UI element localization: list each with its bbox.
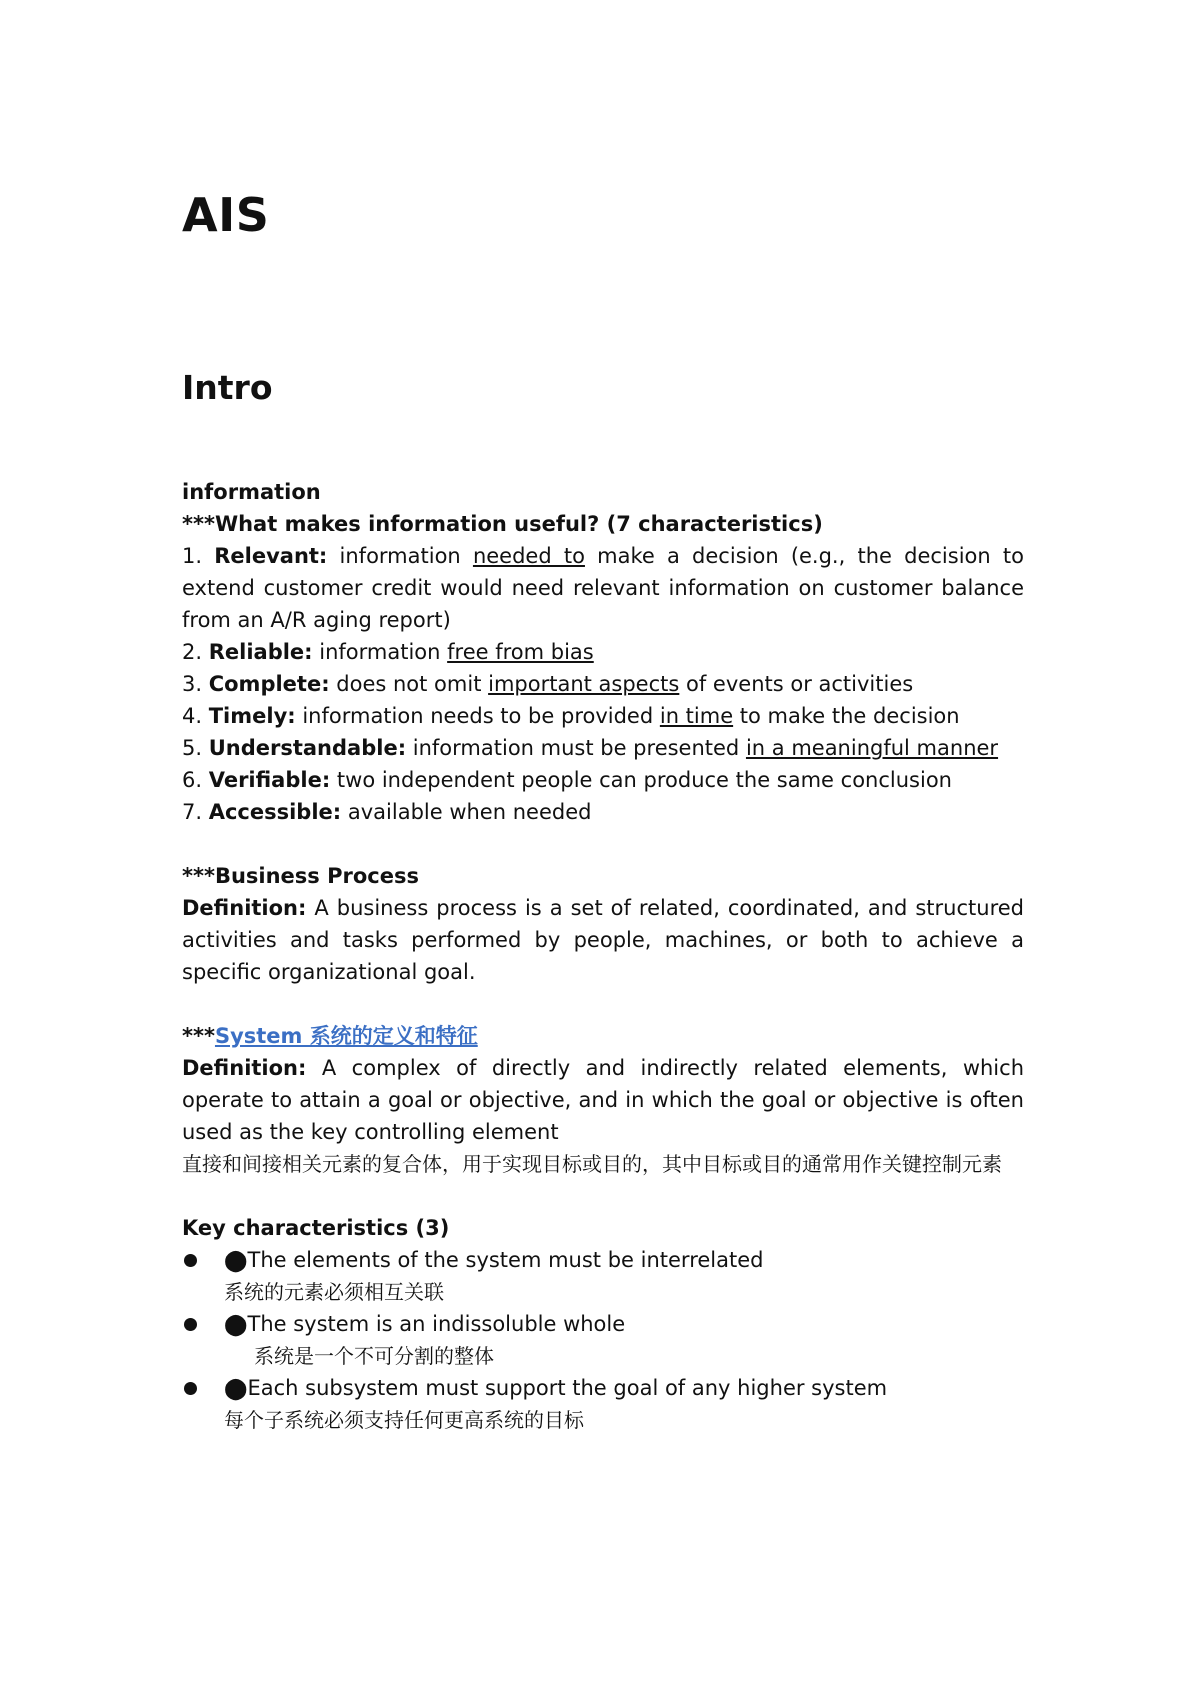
item-chinese: 每个子系统必须支持任何更高系统的目标: [224, 1408, 584, 1432]
item-term: Relevant:: [214, 544, 328, 568]
item-number: 4.: [182, 704, 209, 728]
item-term: Verifiable:: [208, 768, 331, 792]
business-process-definition: [182, 892, 1024, 988]
item-english: ⬤The system is an indissoluble whole: [224, 1312, 626, 1336]
key-characteristics-list: [182, 1244, 1024, 1436]
item-text: available when needed: [341, 800, 592, 824]
item-underlined-text: needed to: [472, 544, 585, 568]
characteristics-list: [182, 540, 1024, 828]
system-link[interactable]: System 系统的定义和特征: [214, 1024, 478, 1048]
business-process-heading: ***Business Process: [182, 864, 419, 888]
characteristic-item: [182, 636, 1024, 668]
characteristic-item: [182, 700, 1024, 732]
item-english: ⬤Each subsystem must support the goal of any higher system: [224, 1376, 888, 1400]
document-body: [182, 476, 1024, 1436]
spacer: [182, 828, 1024, 860]
bullet-icon: [184, 1254, 197, 1267]
key-characteristics-heading: Key characteristics (3): [182, 1216, 450, 1240]
item-chinese: 系统的元素必须相互关联: [224, 1280, 444, 1304]
document-title: AIS: [182, 188, 270, 242]
item-english: ⬤The elements of the system must be interrelated: [224, 1248, 764, 1272]
item-underlined-text: in a meaningful manner: [745, 736, 999, 760]
characteristic-item: [182, 796, 1024, 828]
item-text: information: [327, 544, 473, 568]
characteristic-item: [182, 764, 1024, 796]
definition-label: Definition:: [182, 1056, 307, 1080]
list-item: [182, 1244, 1024, 1308]
bullet-icon: [184, 1382, 197, 1395]
item-number: 1.: [182, 544, 215, 568]
spacer: [182, 988, 1024, 1020]
item-text: information must be presented: [406, 736, 746, 760]
definition-label: Definition:: [182, 896, 307, 920]
item-term: Accessible:: [208, 800, 342, 824]
section-title: Intro: [182, 368, 273, 407]
system-heading: [182, 1020, 1024, 1052]
bullet-icon: [184, 1318, 197, 1331]
system-definition: [182, 1052, 1024, 1148]
item-text-rest: of events or activities: [679, 672, 914, 696]
item-number: 2.: [182, 640, 209, 664]
item-text: information: [312, 640, 448, 664]
item-underlined-text: free from bias: [447, 640, 594, 664]
item-number: 3.: [182, 672, 209, 696]
item-text: two independent people can produce the same conclusion: [330, 768, 952, 792]
item-chinese: 系统是一个不可分割的整体: [254, 1344, 494, 1368]
item-term: Understandable:: [208, 736, 407, 760]
system-definition-chinese: 直接和间接相关元素的复合体，用于实现目标或目的，其中目标或目的通常用作关键控制元素: [182, 1152, 1002, 1176]
item-underlined-text: important aspects: [488, 672, 680, 696]
item-text: does not omit: [329, 672, 489, 696]
characteristic-item: [182, 540, 1024, 636]
item-underlined-text: in time: [659, 704, 734, 728]
information-question: ***What makes information useful? (7 characteristics): [182, 512, 823, 536]
item-number: 6.: [182, 768, 209, 792]
list-item: [182, 1308, 1024, 1372]
list-item: [182, 1372, 1024, 1436]
item-term: Timely:: [208, 704, 296, 728]
spacer: [182, 1180, 1024, 1212]
definition-text: A complex of directly and indirectly related elements, which operate to attain a goal or objective, and in which the goal or objective is often used as the key controlling element: [182, 1056, 1024, 1144]
item-text-rest: to make the decision: [733, 704, 960, 728]
definition-text: A business process is a set of related, coordinated, and structured activities and tasks performed by people, machines, or both to achieve a specific organizational goal.: [182, 896, 1024, 984]
characteristic-item: [182, 668, 1024, 700]
item-number: 5.: [182, 736, 209, 760]
item-term: Reliable:: [208, 640, 313, 664]
characteristic-item: [182, 732, 1024, 764]
heading-prefix: ***: [182, 1024, 215, 1048]
item-text: information needs to be provided: [295, 704, 660, 728]
item-number: 7.: [182, 800, 209, 824]
item-term: Complete:: [208, 672, 330, 696]
item-text-rest: make a decision (e.g., the decision to extend customer credit would need relevant information on customer balance from an A/R aging report): [182, 544, 1024, 632]
information-heading: information: [182, 480, 321, 504]
